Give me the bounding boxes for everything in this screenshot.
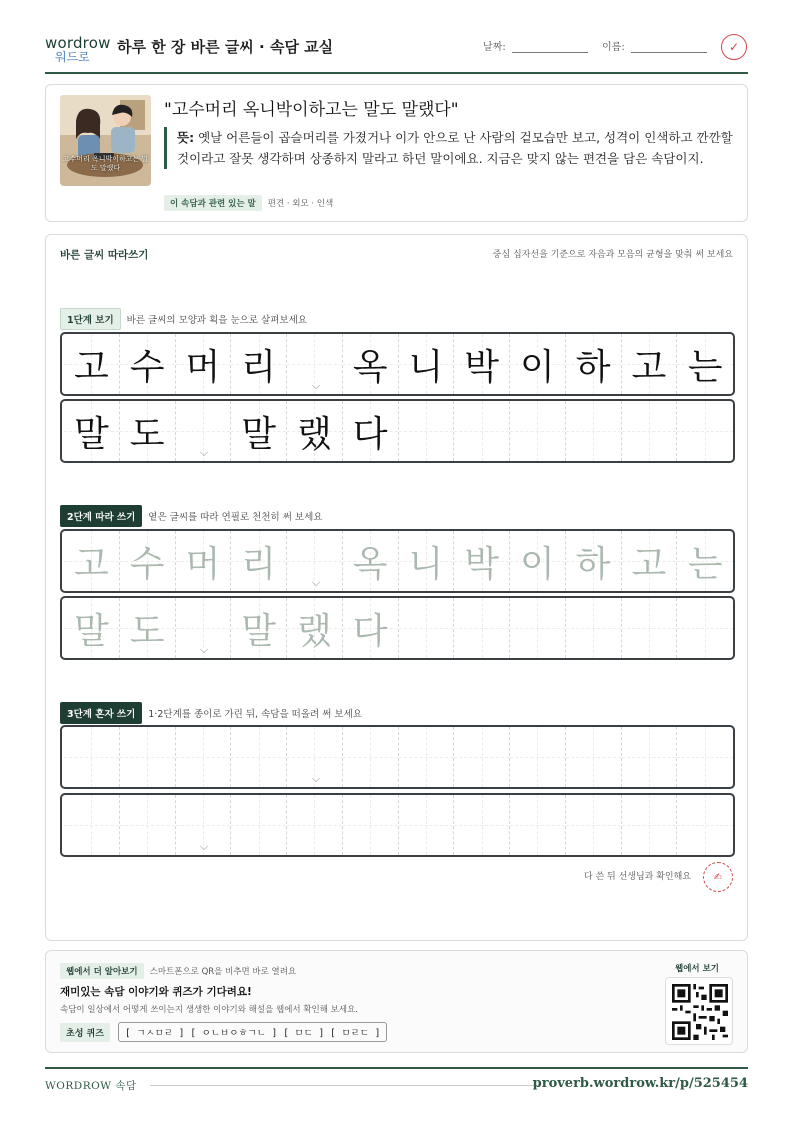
grid-cell[interactable]	[454, 727, 510, 787]
chosung-quiz	[60, 1022, 387, 1042]
grid-cell[interactable]	[622, 401, 678, 461]
step1-tag: 1단계 보기	[60, 308, 121, 330]
grid-cell[interactable]	[64, 727, 120, 787]
name-label: 이름:	[602, 42, 625, 53]
grid-cell[interactable]	[343, 401, 399, 461]
grid-char: 도	[129, 610, 165, 652]
grid-cell[interactable]	[231, 795, 287, 855]
grid-cell[interactable]	[120, 531, 176, 591]
quiz-label: 초성 퀴즈	[60, 1023, 110, 1042]
grid-char: 말	[73, 413, 109, 455]
grid-cell[interactable]	[454, 531, 510, 591]
grid-cell[interactable]	[64, 598, 120, 658]
page-footer	[45, 1067, 748, 1101]
grid-char: 박	[464, 543, 500, 585]
grid-char: 말	[241, 610, 277, 652]
related-label: 이 속담과 관련 있는 말	[164, 195, 262, 211]
teacher-stamp-icon: ✍	[703, 862, 733, 892]
grid-char: 고	[73, 543, 109, 585]
step3-tag: 3단계 혼자 쓰기	[60, 702, 142, 724]
practice-panel	[45, 234, 748, 941]
grid-cell[interactable]	[399, 795, 455, 855]
grid-cell[interactable]	[343, 727, 399, 787]
step3-line2[interactable]	[60, 793, 735, 857]
grid-char: 니	[408, 346, 444, 388]
chevron-down-icon: ⌵	[311, 576, 321, 589]
grid-char: 옥	[352, 543, 388, 585]
grid-char: 고	[631, 543, 667, 585]
grid-char: 머	[185, 346, 221, 388]
grid-cell[interactable]	[176, 727, 232, 787]
grid-char: 는	[687, 543, 723, 585]
qr-code-icon[interactable]	[665, 977, 733, 1045]
grid-cell[interactable]	[454, 795, 510, 855]
web-tag: 웹에서 더 알아보기	[60, 963, 144, 979]
date-field[interactable]	[483, 38, 588, 53]
grid-char: 는	[687, 346, 723, 388]
grid-char: 니	[408, 543, 444, 585]
grid-cell[interactable]	[622, 598, 678, 658]
grid-cell[interactable]	[64, 334, 120, 394]
grid-cell[interactable]	[399, 401, 455, 461]
logo-text: wordrow	[45, 34, 111, 52]
grid-cell[interactable]	[231, 598, 287, 658]
qr-code-graphic	[672, 984, 728, 1040]
footer-brand: WORDROW 속담	[45, 1080, 137, 1092]
step1-line1	[60, 332, 735, 396]
illustration-caption: 고수머리 옥니박이하고는 말도 말랬다	[62, 155, 149, 172]
quiz-text: [ ㄱㅅㅁㄹ ] [ ㅇㄴㅂㅇㅎㄱㄴ ] [ ㅁㄷ ] [ ㅁㄹㄷ ]	[118, 1022, 388, 1042]
grid-cell[interactable]	[566, 531, 622, 591]
grid-cell[interactable]	[510, 727, 566, 787]
step1-line2	[60, 399, 735, 463]
meaning-text: 옛날 어른들이 곱슬머리를 가졌거나 이가 안으로 난 사람의 겉모습만 보고, 성격이 인색하고 깐깐할 것이라고 잘못 생각하며 상종하지 말라고 하던 말이에요. 지금은 맞지 않는 편견을 담은 속담이지.	[177, 130, 733, 166]
grid-char: 리	[241, 346, 277, 388]
logo-subtext: 워드로	[55, 50, 90, 64]
grid-cell[interactable]	[399, 598, 455, 658]
name-line	[631, 43, 707, 53]
grid-cell[interactable]	[566, 401, 622, 461]
grid-char: 머	[185, 543, 221, 585]
practice-title: 바른 글씨 따라쓰기	[60, 249, 149, 261]
page-header	[45, 28, 748, 74]
grid-cell[interactable]	[399, 727, 455, 787]
grid-cell[interactable]	[176, 531, 232, 591]
grid-char: 도	[129, 413, 165, 455]
web-desc: 속담이 일상에서 어떻게 쓰이는지 생생한 이야기와 해설을 웹에서 확인해 보세요.	[60, 1005, 358, 1015]
grid-char: 다	[352, 610, 388, 652]
grid-cell[interactable]	[64, 401, 120, 461]
chevron-down-icon: ⌵	[311, 379, 321, 392]
grid-cell[interactable]	[120, 401, 176, 461]
grid-cell[interactable]	[343, 531, 399, 591]
footer-url[interactable]: proverb.wordrow.kr/p/525454	[532, 1076, 748, 1091]
grid-cell[interactable]	[454, 598, 510, 658]
grid-cell[interactable]	[510, 401, 566, 461]
grid-char: 수	[129, 346, 165, 388]
chevron-down-icon: ⌵	[199, 643, 209, 656]
grid-char: 옥	[352, 346, 388, 388]
web-more-card	[45, 950, 748, 1053]
chevron-down-icon: ⌵	[311, 772, 321, 785]
grid-cell[interactable]	[120, 727, 176, 787]
step2-label	[60, 505, 322, 527]
chevron-down-icon: ⌵	[199, 840, 209, 853]
proverb-meaning	[164, 127, 734, 169]
grid-cell[interactable]	[120, 598, 176, 658]
grid-cell[interactable]	[120, 334, 176, 394]
grid-char: 이	[519, 346, 555, 388]
grid-cell[interactable]	[399, 531, 455, 591]
grid-cell[interactable]	[399, 334, 455, 394]
grid-cell[interactable]	[677, 531, 733, 591]
grid-char: 하	[575, 543, 611, 585]
proverb-card	[45, 84, 748, 222]
grid-cell[interactable]	[510, 531, 566, 591]
grid-char: 고	[73, 346, 109, 388]
footer-divider	[150, 1085, 538, 1086]
practice-note: 중심 십자선을 기준으로 자음과 모음의 균형을 맞춰 써 보세요	[492, 250, 733, 260]
wordrow-logo	[45, 34, 109, 66]
grid-cell[interactable]	[510, 334, 566, 394]
grid-cell[interactable]	[343, 598, 399, 658]
grid-cell[interactable]	[343, 795, 399, 855]
grid-cell[interactable]	[287, 401, 343, 461]
grid-char: 랬	[296, 413, 332, 455]
step2-line1[interactable]	[60, 529, 735, 593]
grid-cell[interactable]	[231, 727, 287, 787]
step3-desc: 1·2단계를 종이로 가린 뒤, 속담을 떠올려 써 보세요	[148, 709, 362, 720]
step2-line2[interactable]	[60, 596, 735, 660]
grid-cell[interactable]	[454, 401, 510, 461]
grid-cell[interactable]	[566, 598, 622, 658]
grid-char: 리	[241, 543, 277, 585]
grid-cell[interactable]	[231, 401, 287, 461]
grid-cell[interactable]	[454, 334, 510, 394]
related-list: 편견 · 외모 · 인색	[267, 199, 334, 209]
step3-line1[interactable]	[60, 725, 735, 789]
date-label: 날짜:	[483, 42, 506, 53]
grid-cell[interactable]	[64, 531, 120, 591]
grid-cell[interactable]	[677, 795, 733, 855]
grid-cell[interactable]	[287, 795, 343, 855]
step3-label	[60, 702, 362, 724]
proverb-illustration	[60, 95, 151, 186]
grid-cell[interactable]	[343, 334, 399, 394]
grid-cell[interactable]	[231, 334, 287, 394]
chevron-down-icon: ⌵	[199, 446, 209, 459]
grid-char: 이	[519, 543, 555, 585]
grid-cell[interactable]	[622, 334, 678, 394]
grid-cell[interactable]	[287, 598, 343, 658]
grid-cell[interactable]	[566, 334, 622, 394]
date-line	[512, 43, 588, 53]
qr-label: 웹에서 보기	[674, 964, 719, 974]
web-tag-line	[60, 963, 296, 979]
grid-cell[interactable]	[120, 795, 176, 855]
grid-char: 박	[464, 346, 500, 388]
web-headline: 재미있는 속담 이야기와 퀴즈가 기다려요!	[60, 986, 252, 998]
check-note: 다 쓴 뒤 선생님과 확인해요	[583, 872, 691, 882]
grid-cell[interactable]	[622, 795, 678, 855]
related-words	[164, 195, 333, 211]
grid-char: 랬	[296, 610, 332, 652]
grid-cell[interactable]	[622, 531, 678, 591]
name-field[interactable]	[602, 38, 707, 53]
check-stamp-icon: ✓	[721, 34, 747, 60]
grid-cell[interactable]	[176, 334, 232, 394]
grid-cell[interactable]	[677, 334, 733, 394]
grid-cell[interactable]	[622, 727, 678, 787]
grid-char: 말	[241, 413, 277, 455]
grid-cell[interactable]	[677, 401, 733, 461]
grid-char: 고	[631, 346, 667, 388]
step2-desc: 옅은 글씨를 따라 연필로 천천히 써 보세요	[148, 512, 323, 523]
grid-cell[interactable]	[510, 795, 566, 855]
grid-cell[interactable]	[677, 598, 733, 658]
grid-cell[interactable]	[510, 598, 566, 658]
grid-char: 말	[73, 610, 109, 652]
step1-desc: 바른 글씨의 모양과 획을 눈으로 살펴보세요	[126, 315, 307, 326]
grid-char: 다	[352, 413, 388, 455]
grid-char: 하	[575, 346, 611, 388]
page-title: 하루 한 장 바른 글씨 · 속담 교실	[117, 38, 334, 56]
web-tag-desc: 스마트폰으로 QR을 비추면 바로 열려요	[149, 967, 297, 977]
grid-cell[interactable]	[566, 727, 622, 787]
grid-cell[interactable]	[64, 795, 120, 855]
grid-cell[interactable]	[677, 727, 733, 787]
meaning-label: 뜻:	[177, 130, 195, 145]
proverb-title: "고수머리 옥니박이하고는 말도 말랬다"	[164, 100, 459, 120]
grid-char: 수	[129, 543, 165, 585]
grid-cell[interactable]	[566, 795, 622, 855]
step1-label	[60, 308, 307, 330]
grid-cell[interactable]	[231, 531, 287, 591]
step2-tag: 2단계 따라 쓰기	[60, 505, 142, 527]
